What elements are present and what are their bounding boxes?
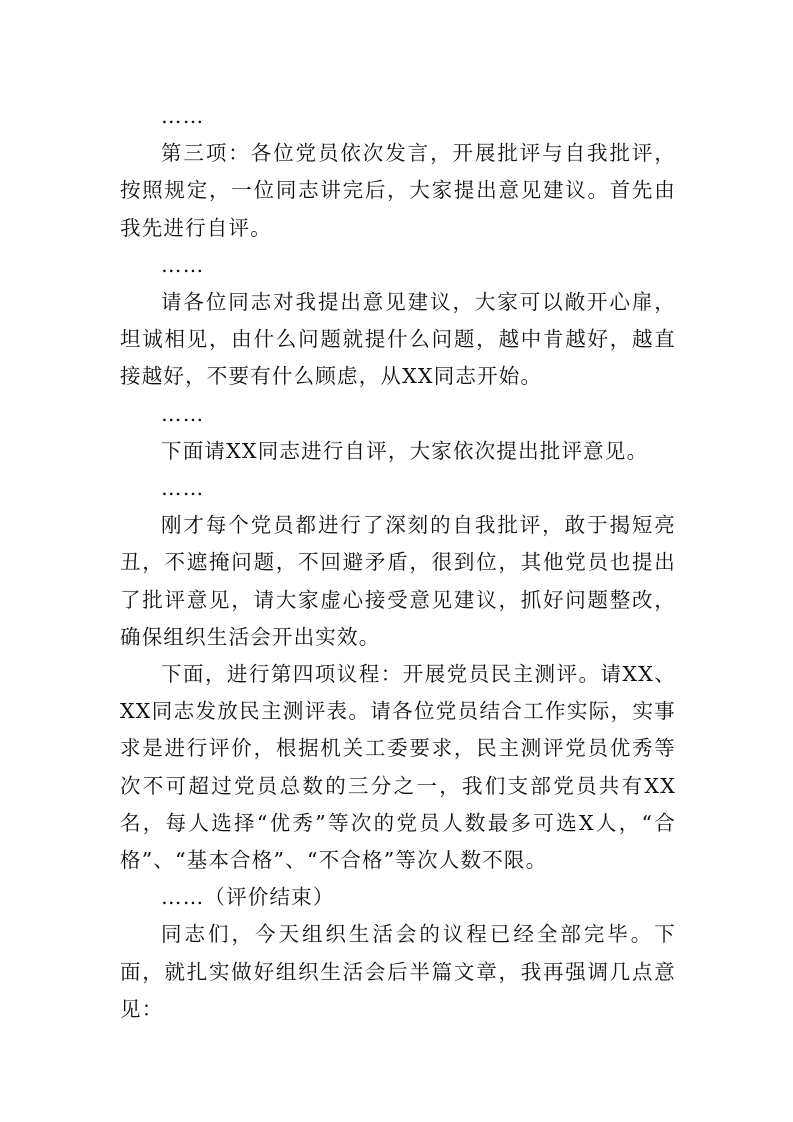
document-body [120, 98, 676, 1028]
ellipsis-line: …… [161, 401, 205, 426]
ellipsis-line: …… [161, 252, 205, 277]
ellipsis-line: …… [161, 104, 205, 128]
paragraph-invite-opinions: 请各位同志对我提出意见建议，大家可以敞开心扉，坦诚相见，由什么问题就提什么问题，越中肯越好，越直接越好，不要有什么顾虑，从XX同志开始。 [120, 290, 676, 389]
paragraph-self-evaluation: 下面请XX同志进行自评，大家依次提出批评意见。 [161, 438, 649, 463]
evaluation-end-line: ……（评价结束） [161, 885, 335, 910]
ellipsis-line: …… [161, 476, 205, 501]
paragraph-closing: 同志们，今天组织生活会的议程已经全部完毕。下面，就扎实做好组织生活会后半篇文章，我再强调几点意见： [120, 922, 676, 1021]
paragraph-summary-criticism: 刚才每个党员都进行了深刻的自我批评，敢于揭短亮丑，不遮掩问题，不回避矛盾，很到位，其他党员也提出了批评意见，请大家虚心接受意见建议，抓好问题整改，确保组织生活会开出实效。 [120, 513, 676, 649]
paragraph-item-four: 下面，进行第四项议程：开展党员民主测评。请XX、XX同志发放民主测评表。请各位党员结合工作实际，实事求是进行评价，根据机关工委要求，民主测评党员优秀等次不可超过党员总数的三分之一，我们支部党员共有XX名，每人选择“优秀”等次的党员人数最多可选X人，“合格”、“基本合格”、“不合格”等次人数不限。 [120, 662, 676, 873]
paragraph-item-three: 第三项：各位党员依次发言，开展批评与自我批评，按照规定，一位同志讲完后，大家提出意见建议。首先由我先进行自评。 [120, 141, 676, 240]
